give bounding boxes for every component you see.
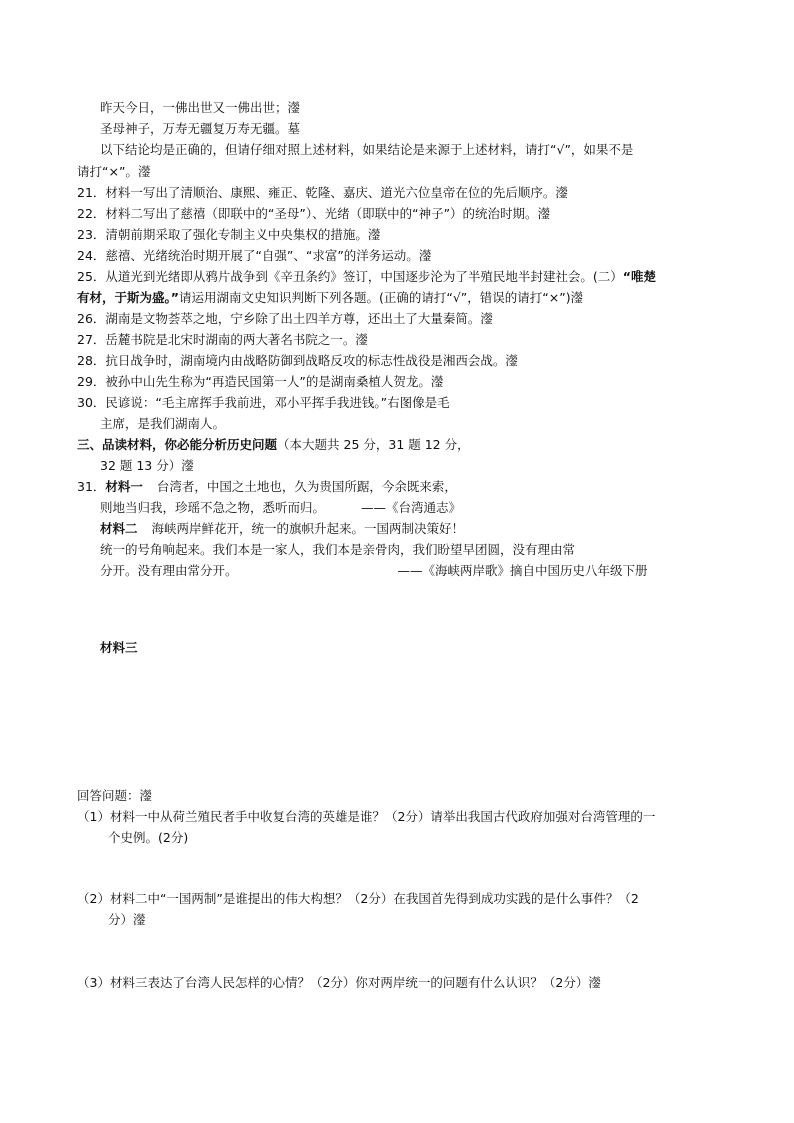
answer-q2-line-2: 分）灐 [108, 912, 146, 927]
question-29: 29．被孙中山先生称为“再造民国第一人”的是湖南桑植人贺龙。灐 [77, 374, 444, 389]
couplet-line-2: 圣母神子，万寿无疆复万寿无疆。墓 [100, 121, 301, 136]
question-30: 30．民谚说：“毛主席挥手我前进，邓小平挥手我进钱。”右图像是毛 [77, 395, 450, 410]
material-2-line-3: 分开。没有理由常分开。 ——《海峡两岸歌》摘自中国历史八年级下册 [100, 563, 648, 578]
question-25: 25．从道光到光绪即从鸦片战争到《辛丑条约》签订，中国逐步沦为了半殖民地半封建社会。(二）“唯楚 [77, 269, 657, 284]
answer-label: 回答问题：灐 [77, 788, 153, 803]
question-28: 28．抗日战争时，湖南境内由战略防御到战略反攻的标志性战役是湘西会战。灐 [77, 353, 518, 368]
question-30-line-2: 主席，是我们湖南人。 [100, 416, 226, 431]
material-2-line-2: 统一的号角响起来。我们本是一家人，我们本是亲骨肉，我们盼望早团圆，没有理由常 [100, 542, 576, 557]
material-1-line-1: 31．材料一 台湾者，中国之土地也，久为贵国所踞，今余既来索， [77, 479, 457, 494]
answer-q1-line-2: 个史例。(2分) [108, 830, 189, 845]
judge-intro-line-1: 以下结论均是正确的，但请仔细对照上述材料，如果结论是来源于上述材料，请打“√”，如果不是 [100, 142, 634, 157]
answer-q2: （2）材料二中“一国两制”是谁提出的伟大构想？（2分）在我国首先得到成功实践的是什么事件？（2 [77, 891, 639, 906]
judge-intro-line-2: 请打“×”。灐 [77, 164, 151, 179]
question-22: 22．材料二写出了慈禧（即联中的“圣母”）、光绪（即联中的“神子”）的统治时期。灐 [77, 206, 551, 221]
answer-q1: （1）材料一中从荷兰殖民者手中收复台湾的英雄是谁？（2分）请举出我国古代政府加强对台湾管理的一 [77, 809, 656, 824]
material-1-line-2: 则地当归我，珍瑶不急之物，悉听而归。 ——《台湾通志》 [100, 500, 462, 515]
question-21: 21．材料一写出了清顺治、康熙、雍正、乾隆、嘉庆、道光六位皇帝在位的先后顺序。灐 [77, 185, 568, 200]
question-27: 27．岳麓书院是北宋时湖南的两大著名书院之一。灐 [77, 332, 368, 347]
section-2-intro: 有材，于斯为盛。”请运用湖南文史知识判断下列各题。(正确的请打“√”，错误的请打“×”)灐 [77, 290, 584, 305]
question-24: 24．慈禧、光绪统治时期开展了“自强”、“求富”的洋务运动。灐 [77, 248, 432, 263]
section-3-note: 32 题 13 分）灐 [100, 458, 194, 473]
material-2-line-1: 材料二 海峡两岸鲜花开，统一的旗帜升起来。一国两制决策好！ [100, 521, 465, 536]
question-23: 23．清朝前期采取了强化专制主义中央集权的措施。灐 [77, 227, 381, 242]
answer-q3: （3）材料三表达了台湾人民怎样的心情？（2分）你对两岸统一的问题有什么认识？（2分）灐 [77, 975, 601, 990]
material-3-label: 材料三 [100, 640, 138, 655]
couplet-line-1: 昨天今日，一佛出世又一佛出世；灐 [100, 100, 301, 115]
section-3-heading: 三、品读材料，你必能分析历史问题（本大题共 25 分，31 题 12 分， [77, 437, 470, 452]
question-26: 26．湖南是文物荟萃之地，宁乡除了出土四羊方尊，还出土了大量秦简。灐 [77, 311, 493, 326]
